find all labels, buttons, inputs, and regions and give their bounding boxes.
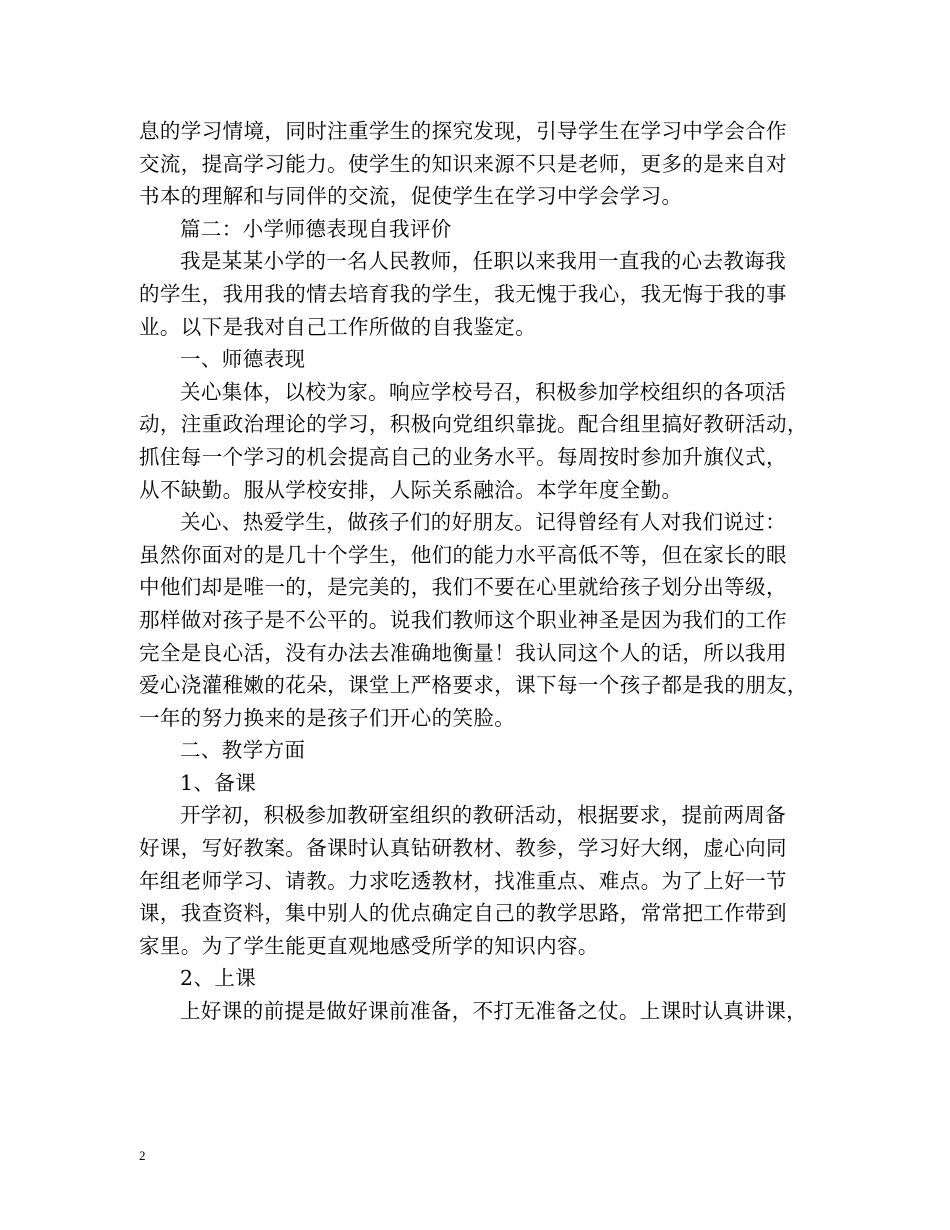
text-line: 我是某某小学的一名人民教师，任职以来我用一直我的心去教诲我: [180, 249, 787, 274]
document-body: [139, 115, 829, 1028]
text-line: 1、备课: [180, 770, 257, 795]
text-line: 息的学习情境，同时注重学生的探究发现，引导学生在学习中学会合作: [139, 119, 787, 143]
text-line: 开学初，积极参加教研室组织的教研活动，根据要求，提前两周备: [180, 803, 787, 828]
text-line: 篇二：小学师德表现自我评价: [180, 216, 452, 241]
text-line: 关心、热爱学生，做孩子们的好朋友。记得曾经有人对我们说过：: [180, 510, 787, 535]
text-line: 交流，提高学习能力。使学生的知识来源不只是老师，更多的是来自对: [139, 151, 787, 176]
text-line: 书本的理解和与同伴的交流，促使学生在学习中学会学习。: [139, 184, 683, 209]
text-line: 中他们却是唯一的，是完美的，我们不要在心里就给孩子划分出等级，: [139, 575, 787, 600]
text-line: 爱心浇灌稚嫩的花朵，课堂上严格要求，课下每一个孩子都是我的朋友，: [139, 673, 808, 698]
text-line: 家里。为了学生能更直观地感受所学的知识内容。: [139, 933, 599, 958]
text-line: 的学生，我用我的情去培育我的学生，我无愧于我心，我无悔于我的事: [139, 281, 787, 306]
text-line: 一年的努力换来的是孩子们开心的笑脸。: [139, 705, 516, 730]
text-line: 业。以下是我对自己工作所做的自我鉴定。: [139, 314, 537, 339]
text-line: 年组老师学习、请教。力求吃透教材，找准重点、难点。为了上好一节: [139, 868, 787, 893]
text-line: 从不缺勤。服从学校安排，人际关系融洽。本学年度全勤。: [139, 477, 683, 502]
text-line: 课，我查资料，集中别人的优点确定自己的教学思路，常常把工作带到: [139, 901, 787, 926]
text-line: 虽然你面对的是几十个学生，他们的能力水平高低不等，但在家长的眼: [139, 542, 787, 567]
text-line: 一、师德表现: [180, 347, 306, 372]
text-line: 关心集体，以校为家。响应学校号召，积极参加学校组织的各项活: [180, 379, 787, 404]
text-line: 抓住每一个学习的机会提高自己的业务水平。每周按时参加升旗仪式，: [139, 444, 787, 469]
text-line: 好课，写好教案。备课时认真钻研教材、教参，学习好大纲，虚心向同: [139, 836, 787, 861]
page-number: 2: [139, 1148, 146, 1163]
text-line: 那样做对孩子是不公平的。说我们教师这个职业神圣是因为我们的工作: [139, 607, 787, 632]
text-line: 动，注重政治理论的学习，积极向党组织靠拢。配合组里搞好教研活动，: [139, 412, 808, 437]
text-line: 2、上课: [180, 966, 257, 991]
text-line: 上好课的前提是做好课前准备，不打无准备之仗。上课时认真讲课，: [180, 999, 807, 1024]
text-line: 完全是良心活，没有办法去准确地衡量！我认同这个人的话，所以我用: [139, 640, 787, 665]
text-line: 二、教学方面: [180, 738, 306, 763]
